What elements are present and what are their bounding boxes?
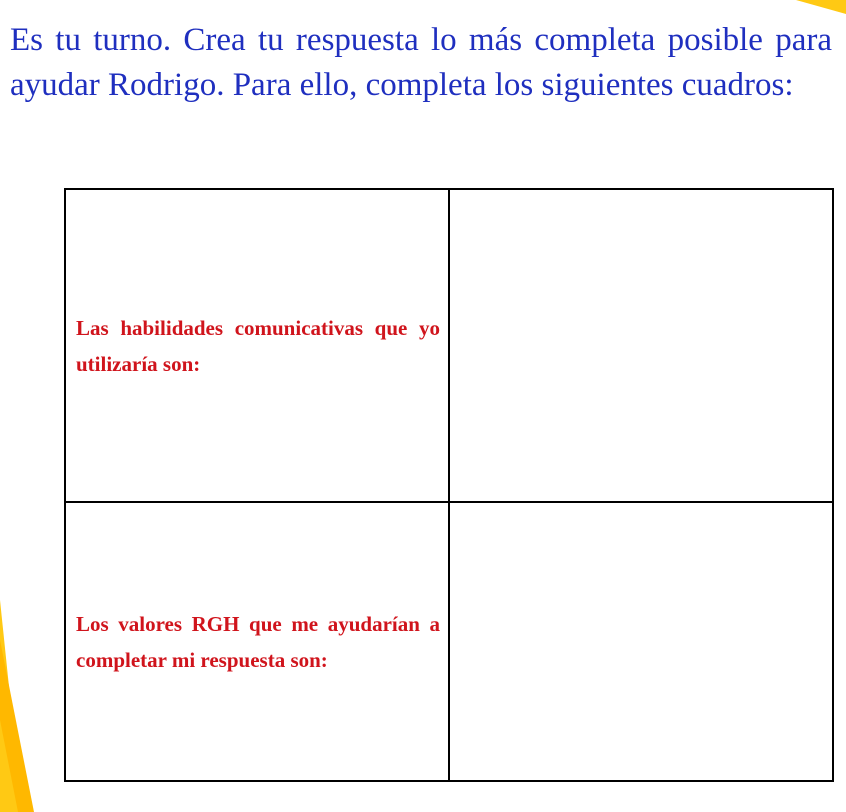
rgh-values-answer-box[interactable] xyxy=(449,502,833,781)
table-row xyxy=(65,189,833,502)
communication-skills-answer-box[interactable] xyxy=(449,189,833,502)
table-row xyxy=(65,502,833,781)
yellow-corner-decoration-left xyxy=(0,600,42,812)
communication-skills-label: Las habilidades comunicativas que yo utilizaría son: xyxy=(76,315,440,376)
label-cell xyxy=(65,502,449,781)
rgh-values-label: Los valores RGH que me ayudarían a completar mi respuesta son: xyxy=(76,611,440,672)
instructions-text: Es tu turno. Crea tu respuesta lo más completa posible para ayudar Rodrigo. Para ello, completa los siguientes cuadros: xyxy=(10,22,832,104)
label-cell xyxy=(65,189,449,502)
response-table xyxy=(64,188,834,782)
